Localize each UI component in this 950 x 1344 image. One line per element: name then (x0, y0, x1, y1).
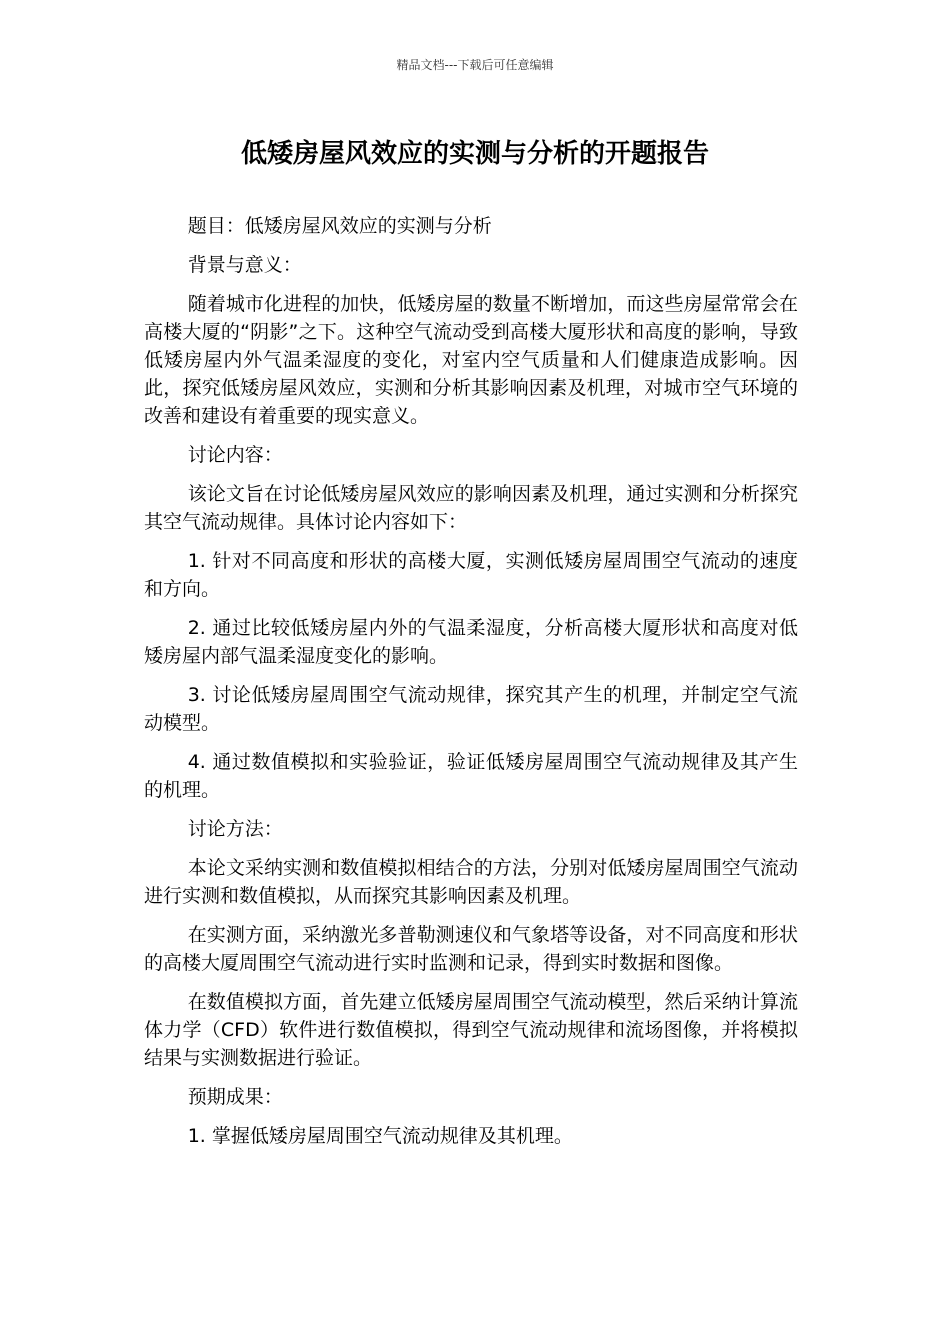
section-heading-background: 背景与意义： (187, 254, 302, 276)
section-heading-method: 讨论方法： (187, 818, 283, 840)
section-heading-results: 预期成果： (187, 1086, 283, 1108)
content-intro-paragraph: 该论文旨在讨论低矮房屋风效应的影响因素及机理，通过实测和分析探究其空气流动规律。具体讨论内容如下： (144, 483, 798, 533)
section-heading-content: 讨论内容： (187, 444, 283, 466)
background-paragraph: 随着城市化进程的加快，低矮房屋的数量不断增加，而这些房屋常常会在高楼大厦的“阴影”之下。这种空气流动受到高楼大厦形状和高度的影响，导致低矮房屋内外气温柔湿度的变化，对室内空气质量和人们健康造成影响。因此，探究低矮房屋风效应，实测和分析其影响因素及机理，对城市空气环境的改善和建设有着重要的现实意义。 (144, 293, 798, 427)
document-title: 低矮房屋风效应的实测与分析的开题报告 (240, 139, 709, 169)
content-item-4: 4. 通过数值模拟和实验验证，验证低矮房屋周围空气流动规律及其产生的机理。 (144, 751, 798, 801)
method-paragraph-3: 在数值模拟方面，首先建立低矮房屋周围空气流动模型，然后采纳计算流体力学（CFD）软件进行数值模拟，得到空气流动规律和流场图像，并将模拟结果与实测数据进行验证。 (144, 991, 798, 1069)
document-body (144, 212, 798, 1161)
content-item-2: 2. 通过比较低矮房屋内外的气温柔湿度，分析高楼大厦形状和高度对低矮房屋内部气温柔湿度变化的影响。 (144, 617, 798, 667)
method-paragraph-1: 本论文采纳实测和数值模拟相结合的方法，分别对低矮房屋周围空气流动进行实测和数值模拟，从而探究其影响因素及机理。 (144, 857, 798, 907)
method-paragraph-2: 在实测方面，采纳激光多普勒测速仪和气象塔等设备，对不同高度和形状的高楼大厦周围空气流动进行实时监测和记录，得到实时数据和图像。 (144, 924, 798, 974)
content-item-1: 1. 针对不同高度和形状的高楼大厦，实测低矮房屋周围空气流动的速度和方向。 (144, 550, 798, 600)
results-item-1: 1. 掌握低矮房屋周围空气流动规律及其机理。 (187, 1125, 573, 1147)
topic-line: 题目：低矮房屋风效应的实测与分析 (187, 215, 492, 237)
content-item-3: 3. 讨论低矮房屋周围空气流动规律，探究其产生的机理，并制定空气流动模型。 (144, 684, 798, 734)
header-note: 精品文档---下载后可任意编辑 (396, 58, 554, 72)
